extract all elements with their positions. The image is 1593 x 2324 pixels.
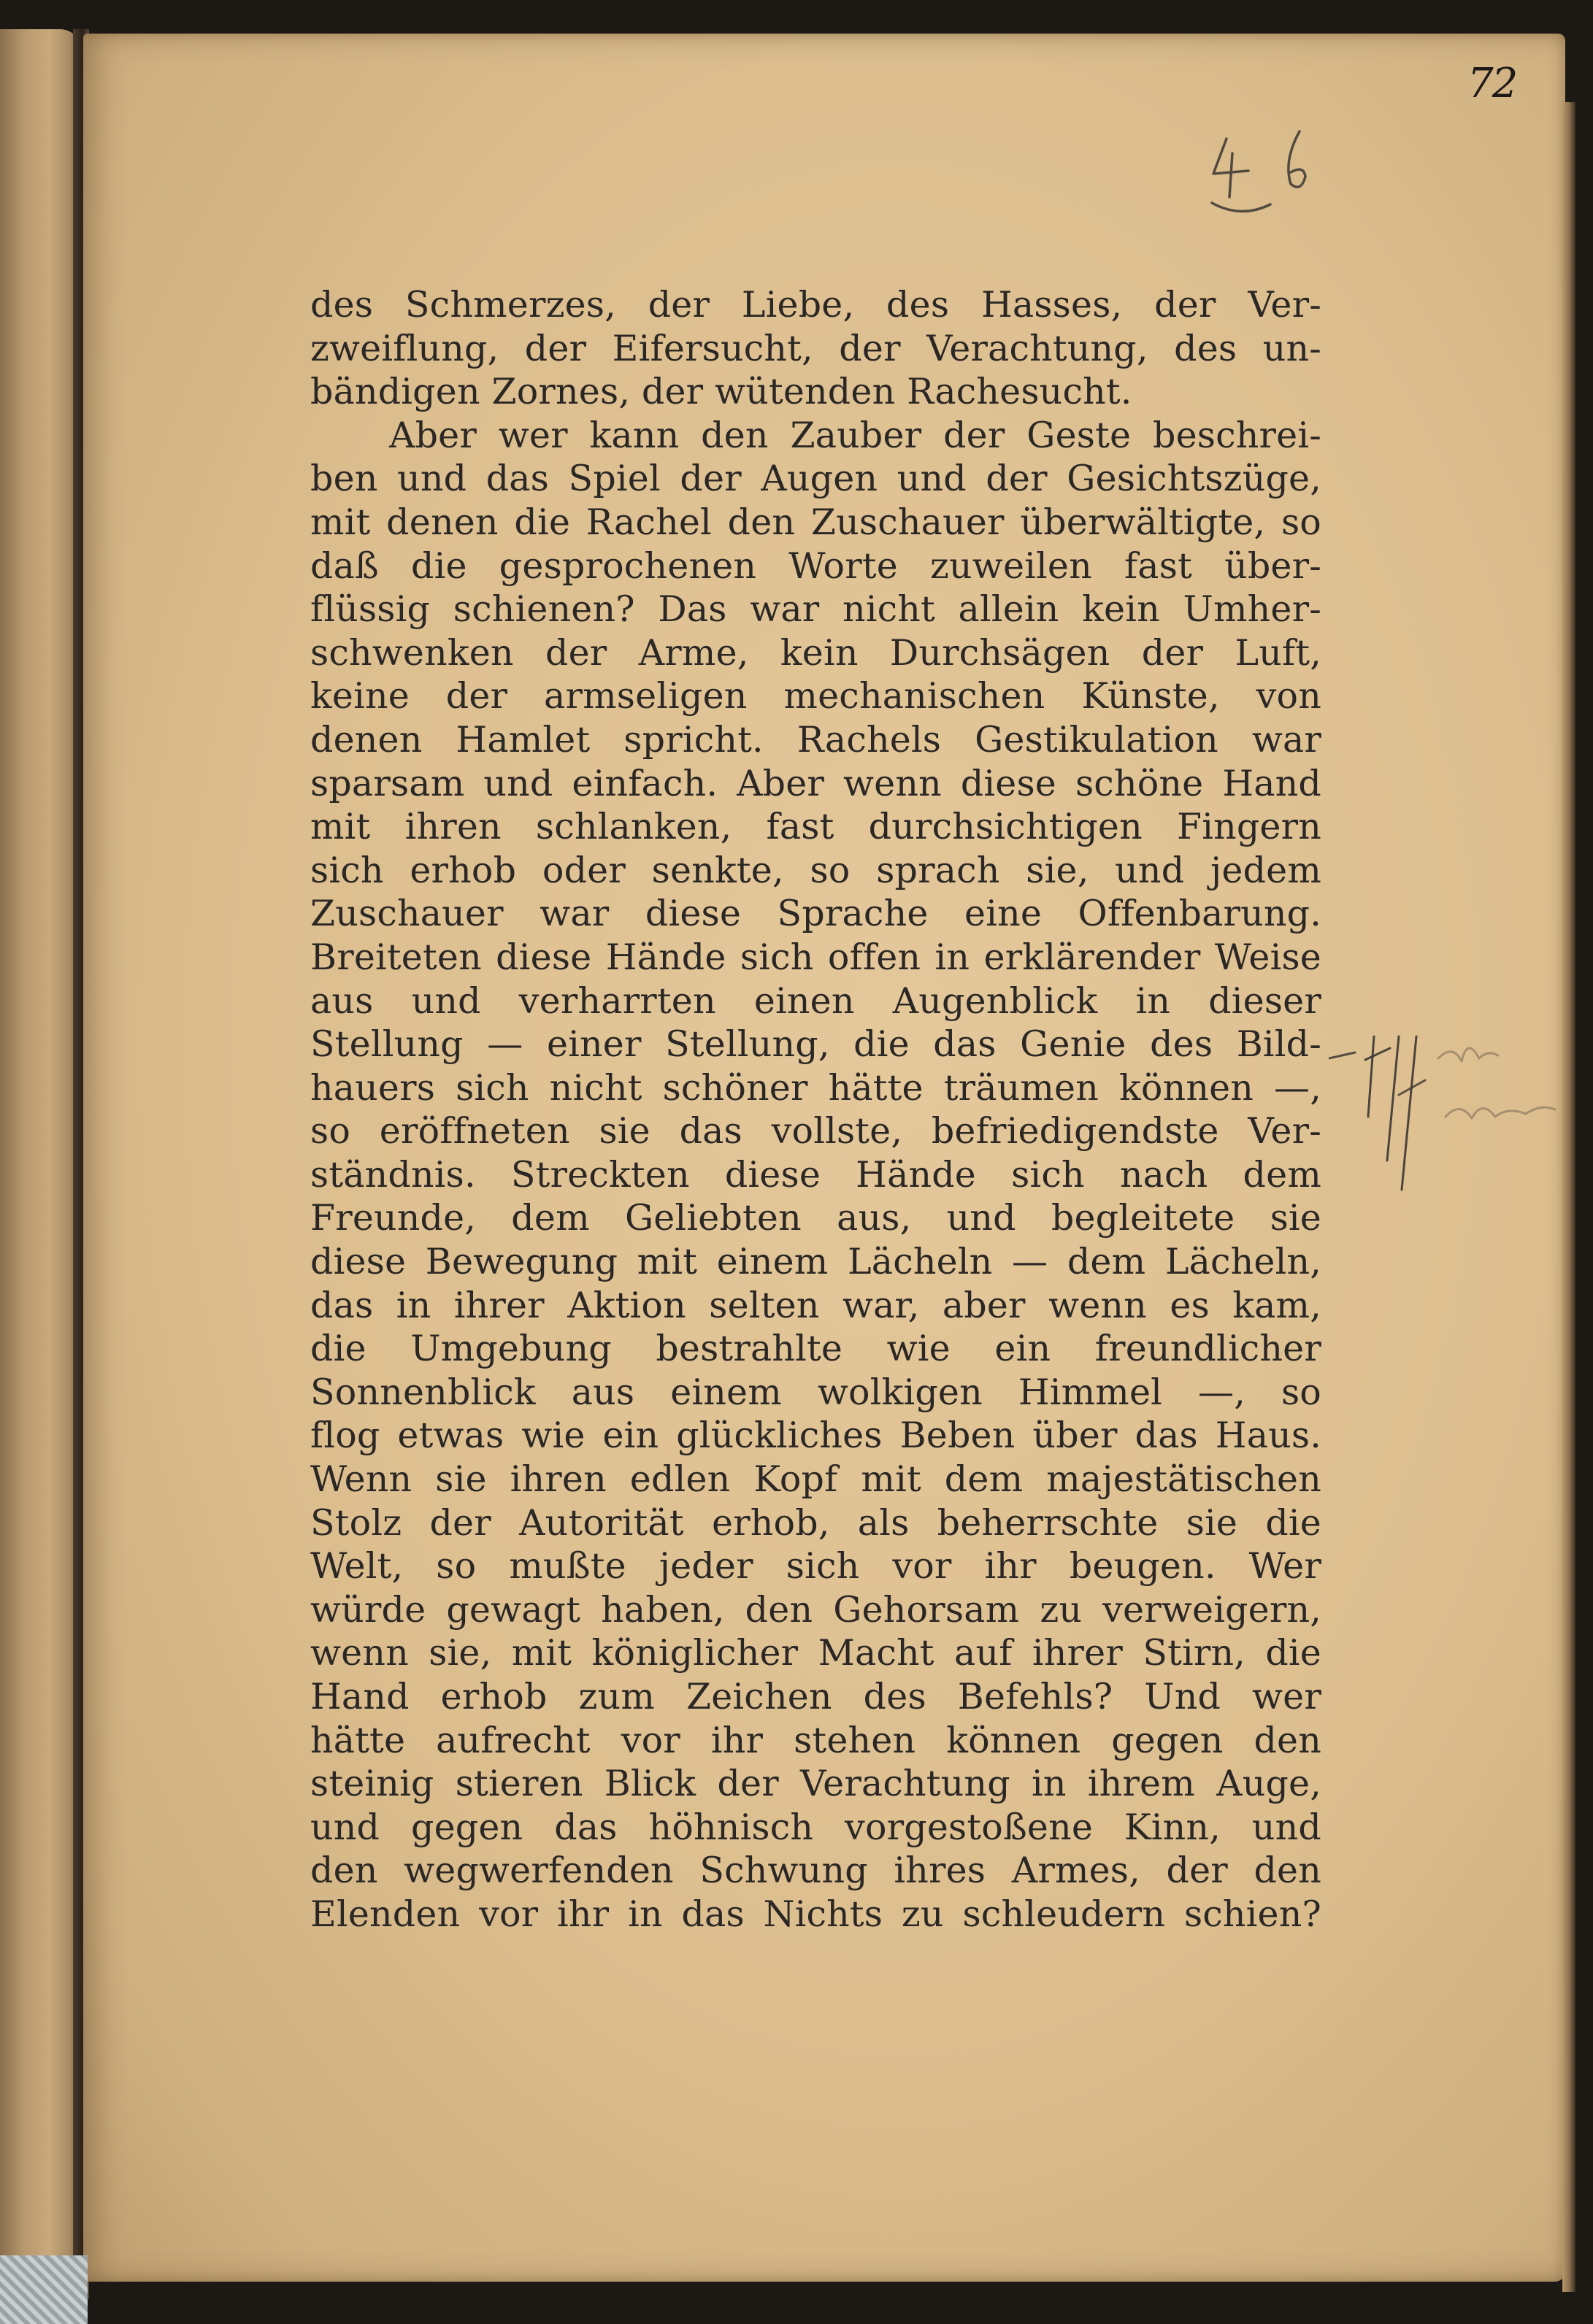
body-paragraphs (310, 283, 1321, 1936)
text-line: und gegen das höhnisch vorgestoßene Kinn, und (310, 1806, 1321, 1848)
text-line: Stellung — einer Stellung, die das Genie des Bild- (310, 1023, 1321, 1066)
text-line: Aber wer kann den Zauber der Geste beschrei- (389, 414, 1321, 456)
text-line: des Schmerzes, der Liebe, des Hasses, der Ver- (310, 284, 1321, 326)
text-line: zweiflung, der Eifersucht, der Verachtung, des un- (310, 327, 1321, 369)
text-line: sparsam und einfach. Aber wenn diese schöne Hand (310, 762, 1321, 804)
text-line: Sonnenblick aus einem wolkigen Himmel —, so (310, 1371, 1321, 1413)
scan-background-cloth (0, 2255, 88, 2324)
text-line: wenn sie, mit königlicher Macht auf ihrer Stirn, die (310, 1632, 1321, 1674)
text-line: Stolz der Autorität erhob, als beherrschte sie die (310, 1501, 1321, 1544)
text-line: würde gewagt haben, den Gehorsam zu verweigern, (310, 1588, 1321, 1631)
text-line: denen Hamlet spricht. Rachels Gestikulation war (310, 718, 1321, 761)
text-line: Hand erhob zum Zeichen des Befehls? Und wer (310, 1676, 1321, 1717)
pencil-annotation-top (1197, 117, 1321, 219)
text-line: bändigen Zornes, der wütenden Rachesucht. (310, 371, 1132, 413)
text-line: Wenn sie ihren edlen Kopf mit dem majestätischen (310, 1458, 1321, 1501)
text-line: flog etwas wie ein glückliches Beben über das Haus. (310, 1415, 1321, 1457)
text-line: den wegwerfenden Schwung ihres Armes, der den (310, 1850, 1321, 1892)
text-line: diese Bewegung mit einem Lächeln — dem Lächeln, (310, 1241, 1321, 1283)
text-line: daß die gesprochenen Worte zuweilen fast über- (310, 545, 1321, 587)
text-line: mit denen die Rachel den Zuschauer überwältigte, so (310, 501, 1321, 543)
text-line: sich erhob oder senkte, so sprach sie, und jedem (310, 849, 1321, 891)
text-line: Breiteten diese Hände sich offen in erklärender Weise (310, 936, 1321, 978)
text-line: Elenden vor ihr in das Nichts zu schleudern schien? (310, 1893, 1321, 1935)
text-line: so eröffneten sie das vollste, befriedigendste Ver- (310, 1110, 1321, 1153)
previous-page-edge (0, 29, 82, 2292)
text-line: steinig stieren Blick der Verachtung in ihrem Auge, (310, 1763, 1321, 1805)
text-line: hätte aufrecht vor ihr stehen können gegen den (310, 1719, 1321, 1761)
text-line: mit ihren schlanken, fast durchsichtigen Fingern (310, 806, 1321, 848)
pencil-annotation-margin (1329, 1007, 1562, 1204)
page-number: 72 (1467, 60, 1517, 107)
text-line: ben und das Spiel der Augen und der Gesichtszüge, (310, 458, 1321, 500)
text-line: Freunde, dem Geliebten aus, und begleitete sie (310, 1197, 1321, 1239)
text-line: ständnis. Streckten diese Hände sich nach dem (310, 1153, 1321, 1196)
text-line: die Umgebung bestrahlte wie ein freundlicher (310, 1328, 1321, 1370)
text-line: hauers sich nicht schöner hätte träumen können —, (310, 1066, 1321, 1109)
page-stack-edge (1562, 102, 1575, 2292)
text-line: schwenken der Arme, kein Durchsägen der Luft, (310, 631, 1321, 674)
text-line: flüssig schienen? Das war nicht allein kein Umher- (310, 588, 1321, 631)
text-line: das in ihrer Aktion selten war, aber wenn es kam, (310, 1284, 1321, 1326)
text-line: Welt, so mußte jeder sich vor ihr beugen. Wer (310, 1545, 1321, 1588)
text-line: Zuschauer war diese Sprache eine Offenbarung. (310, 893, 1321, 935)
text-line: keine der armseligen mechanischen Künste, von (310, 675, 1321, 717)
text-line: aus und verharrten einen Augenblick in dieser (310, 980, 1321, 1022)
